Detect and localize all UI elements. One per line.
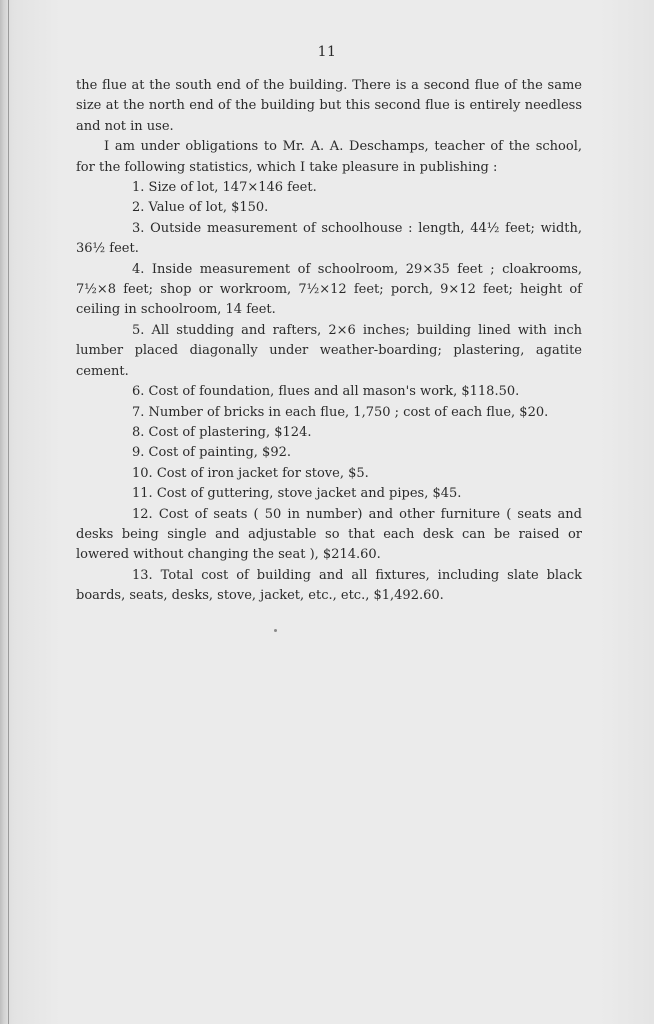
binding-fold-line [8,0,9,1024]
item-number: 9. [132,445,145,461]
item-text: Number of bricks in each flue, 1,750 ; cost of each flue, $20. [148,404,549,420]
paragraph-obligations: I am under obligations to Mr. A. A. Deschamps, teacher of the school, for the following statistics, which I take pleasure in publishing : [76,139,582,175]
list-item [76,423,582,443]
item-number: 12. [132,506,153,522]
item-text: Cost of iron jacket for stove, $5. [156,465,369,481]
item-number: 10. [132,465,153,481]
item-text: Total cost of building and all fixtures, including slate black boards, seats, desks, stove, jacket, etc., etc., $1,492.60. [76,567,582,604]
page-number: 11 [317,44,337,60]
item-number: 4. [132,261,145,277]
list-item [76,198,582,218]
list-item [76,403,582,423]
item-number: 7. [132,404,145,420]
list-item [76,260,582,321]
item-text: Cost of plastering, $124. [148,424,312,440]
item-number: 2. [132,200,145,216]
list-item [76,178,582,198]
item-text: Cost of guttering, stove jacket and pipes, $45. [156,486,462,502]
item-text: Cost of seats ( 50 in number) and other furniture ( seats and desks being single and adjustable so that each desk can be raised or lowered without changing the seat ), $214.60. [76,506,582,563]
body-text [76,76,582,607]
item-text: Cost of painting, $92. [148,445,292,461]
item-number: 1. [132,180,145,196]
list-item [76,566,582,607]
list-item [76,443,582,463]
item-number: 3. [132,220,145,236]
list-item [76,505,582,566]
item-text: Outside measurement of schoolhouse : length, 44½ feet; width, 36½ feet. [76,220,582,257]
item-text: Value of lot, $150. [148,200,269,216]
list-item [76,382,582,402]
list-item [76,484,582,504]
item-number: 6. [132,384,145,400]
item-text: Size of lot, 147×146 feet. [148,180,317,196]
item-number: 13. [132,567,153,583]
item-text: Cost of foundation, flues and all mason's work, $118.50. [148,384,520,400]
item-text: Inside measurement of schoolroom, 29×35 feet ; cloakrooms, 7½×8 feet; shop or workroom, 7½×12 feet; porch, 9×12 feet; height of ceiling in schoolroom, 14 feet. [76,261,582,318]
item-number: 8. [132,424,145,440]
list-item [76,219,582,260]
item-text: All studding and rafters, 2×6 inches; building lined with inch lumber placed diagonally under weather-boarding; plastering, agatite cement. [76,322,582,379]
list-item [76,321,582,382]
ink-smudge [274,629,277,632]
item-number: 5. [132,322,145,338]
list-item [76,464,582,484]
item-number: 11. [132,486,153,502]
paragraph-flue: the flue at the south end of the building. There is a second flue of the same size at the north end of the building but this second flue is entirely needless and not in use. [76,78,582,134]
